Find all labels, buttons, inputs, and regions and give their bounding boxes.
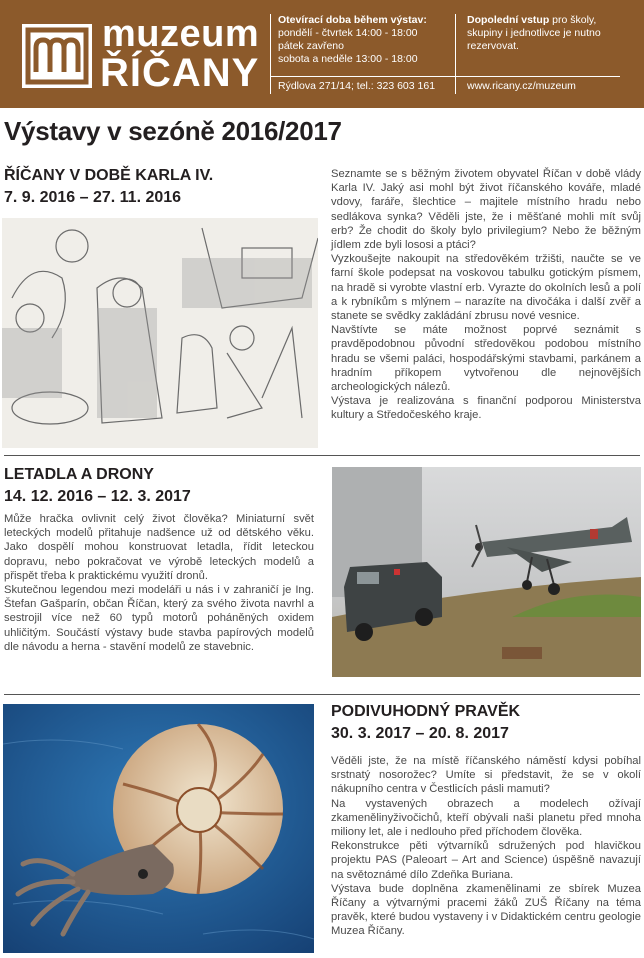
logo-text-bottom: ŘÍČANY	[100, 51, 260, 95]
paragraph: Věděli jste, že na místě říčanského náměstí kdysi pobíhal srstnatý nosorožec? Umíte si představit, že se v okolí nákupního centra v Čestlicích pásli mamuti?	[331, 755, 641, 796]
museum-logo-icon	[22, 24, 92, 88]
section-divider	[4, 455, 640, 456]
exhibition-1-title: ŘÍČANY V DOBĚ KARLA IV.	[4, 167, 214, 184]
exhibition-3-description	[331, 754, 641, 939]
paragraph: Výstava bude doplněna zkamenělinami ze sbírek Muzea Říčany a výtvarnými pracemi žáků ZUŠ Říčany na téma pravěk, které budou vystaveny i v Didaktickém centru geologie Muzea Říčany.	[331, 882, 641, 938]
logo-text-top: muzeum	[102, 13, 260, 55]
exhibition-2-dates: 14. 12. 2016 – 12. 3. 2017	[4, 488, 191, 505]
morning-bold: Dopolední vstup	[467, 14, 550, 26]
nautilus-painting	[3, 704, 314, 953]
opening-hours	[278, 14, 453, 66]
page-title: Výstavy v sezóně 2016/2017	[4, 116, 342, 146]
paragraph: Výstava je realizována s finanční podporou Ministerstva kultury a Středočeského kraje.	[331, 395, 641, 422]
exhibition-3-title: PODIVUHODNÝ PRAVĚK	[331, 703, 521, 720]
aircraft-model-photo	[332, 467, 641, 677]
hours-title: Otevírací doba během výstav:	[278, 14, 427, 26]
paragraph: Skutečnou legendou mezi modeláři u nás i v zahraničí je Ing. Štefan Gašparín, občan Říčan, který za svého života navrhl a sestrojil více než 60 typů motorů poháněných oxidem uhličitým. Součástí výstavy bude stavba papírových modelů dle návodu a herna - stavění modelů ze stavebnic.	[4, 584, 314, 653]
hours-line: sobota a neděle 13:00 - 18:00	[278, 53, 418, 65]
exhibition-1-description	[331, 167, 641, 423]
hours-line: pátek zavřeno	[278, 40, 344, 52]
morning-entry-note	[467, 14, 627, 53]
exhibition-3-dates: 30. 3. 2017 – 20. 8. 2017	[331, 725, 509, 742]
paragraph: Seznamte se s běžným životem obyvatel Říčan v době vlády Karla IV. Jaký asi mohl být život říčanského kováře, mladé vdovy, faráře, šlechtice – majitele místního hradu nebo sedlákova synka? Věděli jste, že i měšťané mohli mít svůj erb? Že chodit do školy bylo privilegium? Nebo že běžným jídlem zde byli lososi a ptáci?	[331, 168, 641, 252]
header-banner	[0, 0, 644, 108]
section-divider	[4, 694, 640, 695]
morning-text: pro školy, skupiny i jednotlivce je nutno rezervovat.	[467, 14, 601, 52]
paragraph: Navštívte se máte možnost poprvé seznámit s pravděpodobnou původní středověkou podobou místního hradu se všemi paláci, hospodářskými stavbami, parkánem a hradním příkopem vytvořenou dle nejnovějších archeologických nálezů.	[331, 324, 641, 394]
hours-line: pondělí - čtvrtek 14:00 - 18:00	[278, 27, 418, 39]
website-link[interactable]: www.ricany.cz/muzeum	[467, 80, 576, 92]
address: Rýdlova 271/14; tel.: 323 603 161	[278, 80, 436, 92]
exhibition-2-description	[4, 512, 314, 654]
paragraph: Na vystavených obrazech a modelech ožívají zkamenělinyživočichů, kteří obývali naši planetu před mnoha miliony let, ale i nedlouho před příchodem člověka.	[331, 797, 641, 839]
paragraph: Může hračka ovlivnit celý život člověka? Miniaturní svět leteckých modelů přitahuje nadšence už od dětského věku. Jako dospělí mohou konstruovat letadla, řídit leteckou dopravu, nebo pokračovat ve výrobě leteckých modelů a přispět třeba k praktickému využití dronů.	[4, 513, 314, 582]
exhibition-2-title: LETADLA A DRONY	[4, 466, 154, 483]
exhibition-1-dates: 7. 9. 2016 – 27. 11. 2016	[4, 189, 182, 206]
medieval-market-illustration	[2, 218, 318, 448]
paragraph: Vyzkoušejte nakoupit na středověkém tržišti, naučte se ve farní škole podepsat na voskovou tabulku gotickým písmem, na hradě si vyrobte vlastní erb. Vyrazte do okolních lesů a polí a k rybníkům s mlýnem – narazíte na divočáka i další zvěř a stanete se svědky zakládání zbrusu nové vesnice.	[331, 253, 641, 323]
paragraph: Rekonstrukce pěti výtvarníků sdružených pod hlavičkou projektu PAS (Paleoart – Art and Science) úspěšně navazují na světoznámé dílo Zdeňka Buriana.	[331, 840, 641, 881]
